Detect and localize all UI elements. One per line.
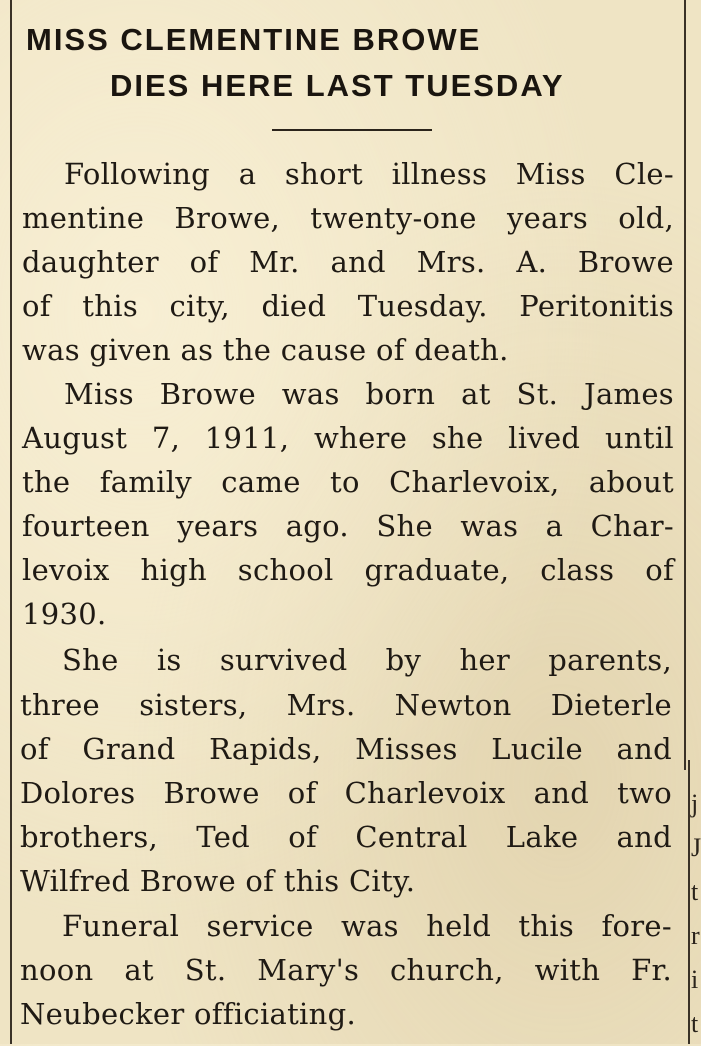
headline-line-2: DIES HERE LAST TUESDAY	[110, 68, 565, 103]
paragraph-2-line: 1930.	[22, 597, 107, 631]
paragraph-2-line: August 7, 1911, where she lived until	[22, 421, 674, 455]
paragraph-1-line: was given as the cause of death.	[22, 333, 509, 367]
headline-divider	[272, 129, 432, 131]
paragraph-4-line: noon at St. Mary's church, with Fr.	[20, 953, 672, 987]
paragraph-3-line: of Grand Rapids, Misses Lucile and	[20, 732, 672, 766]
paragraph-2-line: Miss Browe was born at St. James	[64, 377, 674, 411]
edge-glyph: i	[691, 965, 699, 994]
column-rule-right-lower	[688, 760, 690, 1044]
edge-glyph: j	[691, 789, 699, 818]
paragraph-1-line: of this city, died Tuesday. Peritonitis	[22, 289, 674, 323]
paragraph-3-line: Wilfred Browe of this City.	[20, 864, 416, 898]
edge-glyph: t	[691, 1009, 699, 1038]
paragraph-1-line: daughter of Mr. and Mrs. A. Browe	[22, 245, 674, 279]
paragraph-1-line: mentine Browe, twenty-one years old,	[22, 201, 674, 235]
paragraph-1-line: Following a short illness Miss Cle-	[64, 157, 674, 191]
edge-glyph: t	[691, 877, 699, 906]
paragraph-2-line: fourteen years ago. She was a Char-	[22, 509, 674, 543]
paragraph-3-line: She is survived by her parents,	[62, 643, 672, 677]
edge-glyph: J	[691, 833, 701, 862]
paragraph-4-line: Neubecker officiating.	[20, 997, 356, 1031]
adjacent-column-fragment	[691, 782, 701, 1044]
paragraph-3-line: brothers, Ted of Central Lake and	[20, 820, 672, 854]
headline-line-1: MISS CLEMENTINE BROWE	[26, 22, 482, 57]
paragraph-2-line: levoix high school graduate, class of	[22, 553, 674, 587]
paragraph-3-line: three sisters, Mrs. Newton Dieterle	[20, 688, 672, 722]
column-rule-left	[10, 0, 12, 1044]
paragraph-2-line: the family came to Charlevoix, about	[22, 465, 674, 499]
paragraph-3-line: Dolores Browe of Charlevoix and two	[20, 776, 672, 810]
edge-glyph: r	[691, 921, 700, 950]
paragraph-4-line: Funeral service was held this fore-	[62, 909, 672, 943]
column-rule-right	[684, 0, 686, 770]
